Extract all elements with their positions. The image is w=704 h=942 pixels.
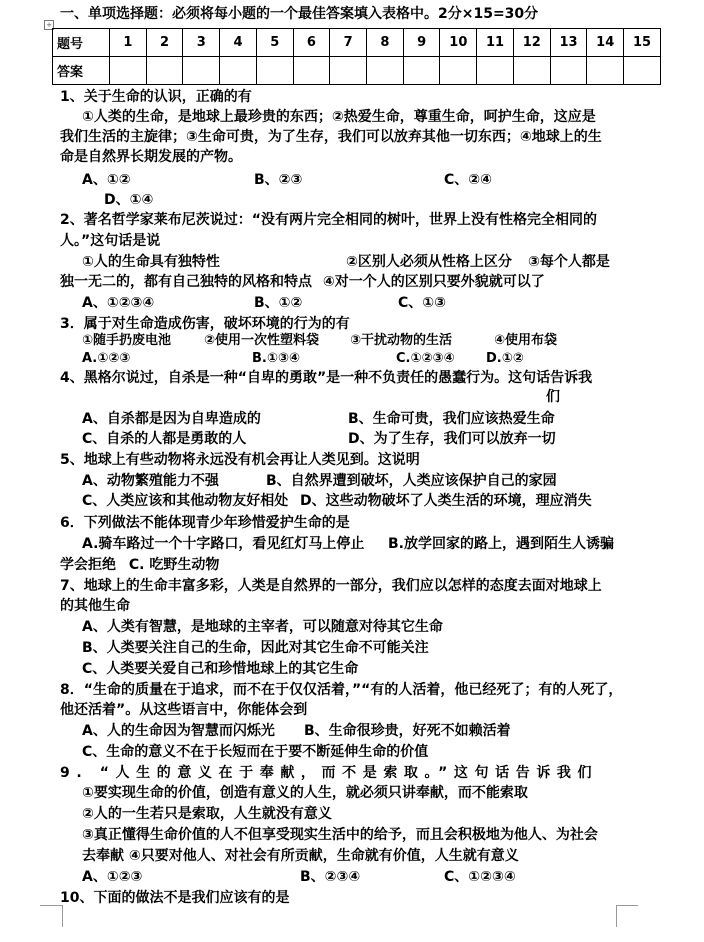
q2-statement-2: ②区别人必须从性格上区分	[346, 254, 512, 270]
q3-statement-3: ③干扰动物的生活	[350, 333, 453, 348]
question-number-cell: 15	[624, 29, 661, 57]
q1-option-c: C、②④	[444, 172, 492, 188]
q5-option-a: A、动物繁殖能力不强	[82, 473, 219, 489]
q6-option-a: A.骑车路过一个十字路口，看见红灯马上停止	[82, 536, 365, 552]
q9-statement-2: ②人的一生若只是索取，人生就没有意义	[82, 806, 332, 822]
q4-stem-line2: 们	[546, 389, 560, 405]
question-number-cell: 9	[403, 29, 440, 57]
q4-options-row1	[82, 409, 664, 429]
q2-statement-3: ③每个人都是	[528, 254, 610, 270]
answer-table	[52, 28, 661, 85]
q2-option-c: C、①③	[398, 295, 446, 311]
q1-options-row	[82, 170, 664, 190]
q6-option-c: C. 吃野生动物	[128, 557, 220, 573]
q6-options-row2	[60, 555, 664, 575]
q3-statement-4: ④使用布袋	[494, 333, 558, 348]
q9-option-b: B、②③④	[300, 869, 361, 885]
answer-cell[interactable]	[183, 57, 220, 85]
q2-stem-line2: 人。”这句话是说	[60, 233, 161, 249]
q9-options-row	[82, 867, 664, 887]
q3-option-b: B.①③④	[252, 351, 300, 366]
question-number-cell: 11	[477, 29, 514, 57]
question-number-cell: 7	[330, 29, 367, 57]
q2-statement-3-cont: 独一无二的，都有自己独特的风格和特点	[60, 274, 312, 290]
table-move-handle-icon[interactable]: +	[44, 20, 54, 30]
answer-cell[interactable]	[110, 57, 147, 85]
q4-option-d: D、为了生存，我们可以放弃一切	[348, 431, 556, 447]
q7-option-c: C、人类要关爱自己和珍惜地球上的其它生命	[82, 661, 359, 677]
q4-option-b: B、生命可贵，我们应该热爱生命	[348, 411, 555, 427]
q9-statement-3: ③真正懂得生命价值的人不但享受现实生活中的给予，而且会积极地为他人、为社会	[82, 827, 598, 843]
row-label-number: 题号	[53, 29, 110, 57]
q4-options-row2	[82, 429, 664, 449]
q5-stem: 5、地球上有些动物将永远没有机会再让人类见到。这说明	[60, 452, 420, 468]
q6-stem: 6．下列做法不能体现青少年珍惜爱护生命的是	[60, 515, 350, 531]
question-number-cell: 6	[293, 29, 330, 57]
q9-option-c: C、①②③④	[444, 869, 516, 885]
question-number-cell: 8	[367, 29, 404, 57]
q9-option-a: A、①②③	[82, 869, 143, 885]
q2-option-a: A、①②③④	[82, 295, 155, 311]
q8-option-a: A、人的生命因为智慧而闪烁光	[82, 723, 275, 739]
q4-option-c: C、自杀的人都是勇敢的人	[82, 431, 247, 447]
q3-statement-2: ②使用一次性塑料袋	[204, 333, 320, 348]
q3-option-a: A.①②③	[82, 351, 131, 366]
q8-option-b: B、生命很珍贵，好死不如赖活着	[304, 723, 511, 739]
question-number-cell: 2	[146, 29, 183, 57]
q9-statement-1: ①要实现生命的价值，创造有意义的人生，就必须只讲奉献，而不能索取	[82, 785, 528, 801]
q2-statements-row	[82, 252, 664, 272]
q1-line2: 我们生活的主旋律；③生命可贵，为了生存，我们可以放弃其他一切东西；④地球上的生	[60, 129, 602, 145]
question-number-cell: 5	[256, 29, 293, 57]
q2-options-row	[82, 293, 664, 313]
answer-cell[interactable]	[550, 57, 587, 85]
q5-option-b: B、自然界遭到破坏，人类应该保护自己的家园	[266, 473, 557, 489]
crop-mark-left-top	[40, 905, 62, 928]
q3-option-c: C.①②③④	[396, 351, 455, 366]
question-number-cell: 12	[513, 29, 550, 57]
question-number-cell: 10	[440, 29, 477, 57]
q9-stem: 9. “人生的意义在于奉献，而不是索取。”这句话告诉我们	[60, 765, 599, 781]
q5-option-d: D、这些动物破坏了人类生活的环境，理应消失	[300, 493, 592, 509]
q7-stem-line2: 的其他生命	[60, 598, 130, 614]
section-header: 一、单项选择题：必须将每小题的一个最佳答案填入表格中。2分×15=30分	[60, 6, 539, 22]
q8-stem-line2: 他还活着”。从这些语言中，你能体会到	[60, 702, 308, 718]
q6-option-b: B.放学回家的路上，遇到陌生人诱骗	[388, 536, 614, 552]
crop-mark-right-top	[616, 905, 638, 928]
answer-cell[interactable]	[146, 57, 183, 85]
answer-cell[interactable]	[367, 57, 404, 85]
q9-statement-3-cont: 去奉献 ④只要对他人、对社会有所贡献，生命就有价值，人生就有意义	[82, 848, 519, 864]
q3-options-row	[82, 349, 664, 369]
q2-stem-line1: 2、著名哲学家莱布尼茨说过：“没有两片完全相同的树叶，世界上没有性格完全相同的	[60, 212, 597, 228]
answer-cell[interactable]	[440, 57, 477, 85]
answer-cell[interactable]	[513, 57, 550, 85]
q1-stem: 1、关于生命的认识，正确的有	[60, 89, 252, 105]
question-number-cell: 1	[110, 29, 147, 57]
q3-statement-1: ①随手扔废电池	[82, 333, 172, 348]
q3-statements-row	[82, 331, 664, 351]
row-label-answer: 答案	[53, 57, 110, 85]
q1-option-b: B、②③	[254, 172, 303, 188]
q2-option-b: B、①②	[254, 295, 303, 311]
q4-stem-line1: 4、黑格尔说过，自杀是一种“自卑的勇敢”是一种不负责任的愚蠢行为。这句话告诉我	[60, 370, 593, 386]
q5-option-c: C、人类应该和其他动物友好相处	[82, 493, 289, 509]
q1-option-a: A、①②	[82, 172, 131, 188]
q6-options-row1	[82, 534, 664, 554]
q2-statements-row2	[60, 272, 664, 292]
q2-statement-4: ④对一个人的区别只要外貌就可以了	[322, 274, 545, 290]
question-number-cell: 4	[220, 29, 257, 57]
q4-option-a: A、自杀都是因为自卑造成的	[82, 411, 261, 427]
answer-cell[interactable]	[587, 57, 624, 85]
answer-cell[interactable]	[403, 57, 440, 85]
answer-cell[interactable]	[330, 57, 367, 85]
q8-options-row	[82, 721, 664, 741]
answer-cell[interactable]	[477, 57, 514, 85]
q5-options-row1	[82, 471, 664, 491]
q3-stem: 3．属于对生命造成伤害，破坏环境的行为的有	[60, 316, 350, 332]
q8-option-c: C、生命的意义不在于长短而在于要不断延伸生命的价值	[82, 744, 429, 760]
question-number-cell: 3	[183, 29, 220, 57]
q1-option-d: D、①④	[104, 192, 154, 208]
q7-option-b: B、人类要关注自己的生命，因此对其它生命不可能关注	[82, 640, 429, 656]
question-number-cell: 14	[587, 29, 624, 57]
q6-option-b-cont: 学会拒绝	[60, 557, 116, 573]
answer-cell[interactable]	[256, 57, 293, 85]
question-number-cell: 13	[550, 29, 587, 57]
q2-statement-1: ①人的生命具有独特性	[82, 254, 220, 270]
q5-options-row2	[82, 491, 664, 511]
q10-stem: 10、下面的做法不是我们应该有的是	[60, 890, 290, 906]
number-row	[53, 29, 661, 57]
q1-line1: ①人类的生命，是地球上最珍贵的东西；②热爱生命，尊重生命，呵护生命，这应是	[82, 109, 596, 125]
answer-cell[interactable]	[220, 57, 257, 85]
q3-option-d: D.①②	[486, 351, 524, 366]
answer-row	[53, 57, 661, 85]
answer-cell[interactable]	[293, 57, 330, 85]
answer-cell[interactable]	[624, 57, 661, 85]
q8-stem-line1: 8．“生命的质量在于追求，而不在于仅仅活着，”“有的人活着，他已经死了；有的人死了，	[60, 682, 623, 698]
q7-stem-line1: 7、地球上的生命丰富多彩，人类是自然界的一部分，我们应以怎样的态度去面对地球上	[60, 578, 602, 594]
q7-option-a: A、人类有智慧，是地球的主宰者，可以随意对待其它生命	[82, 619, 443, 635]
q1-line3: 命是自然界长期发展的产物。	[60, 149, 242, 165]
